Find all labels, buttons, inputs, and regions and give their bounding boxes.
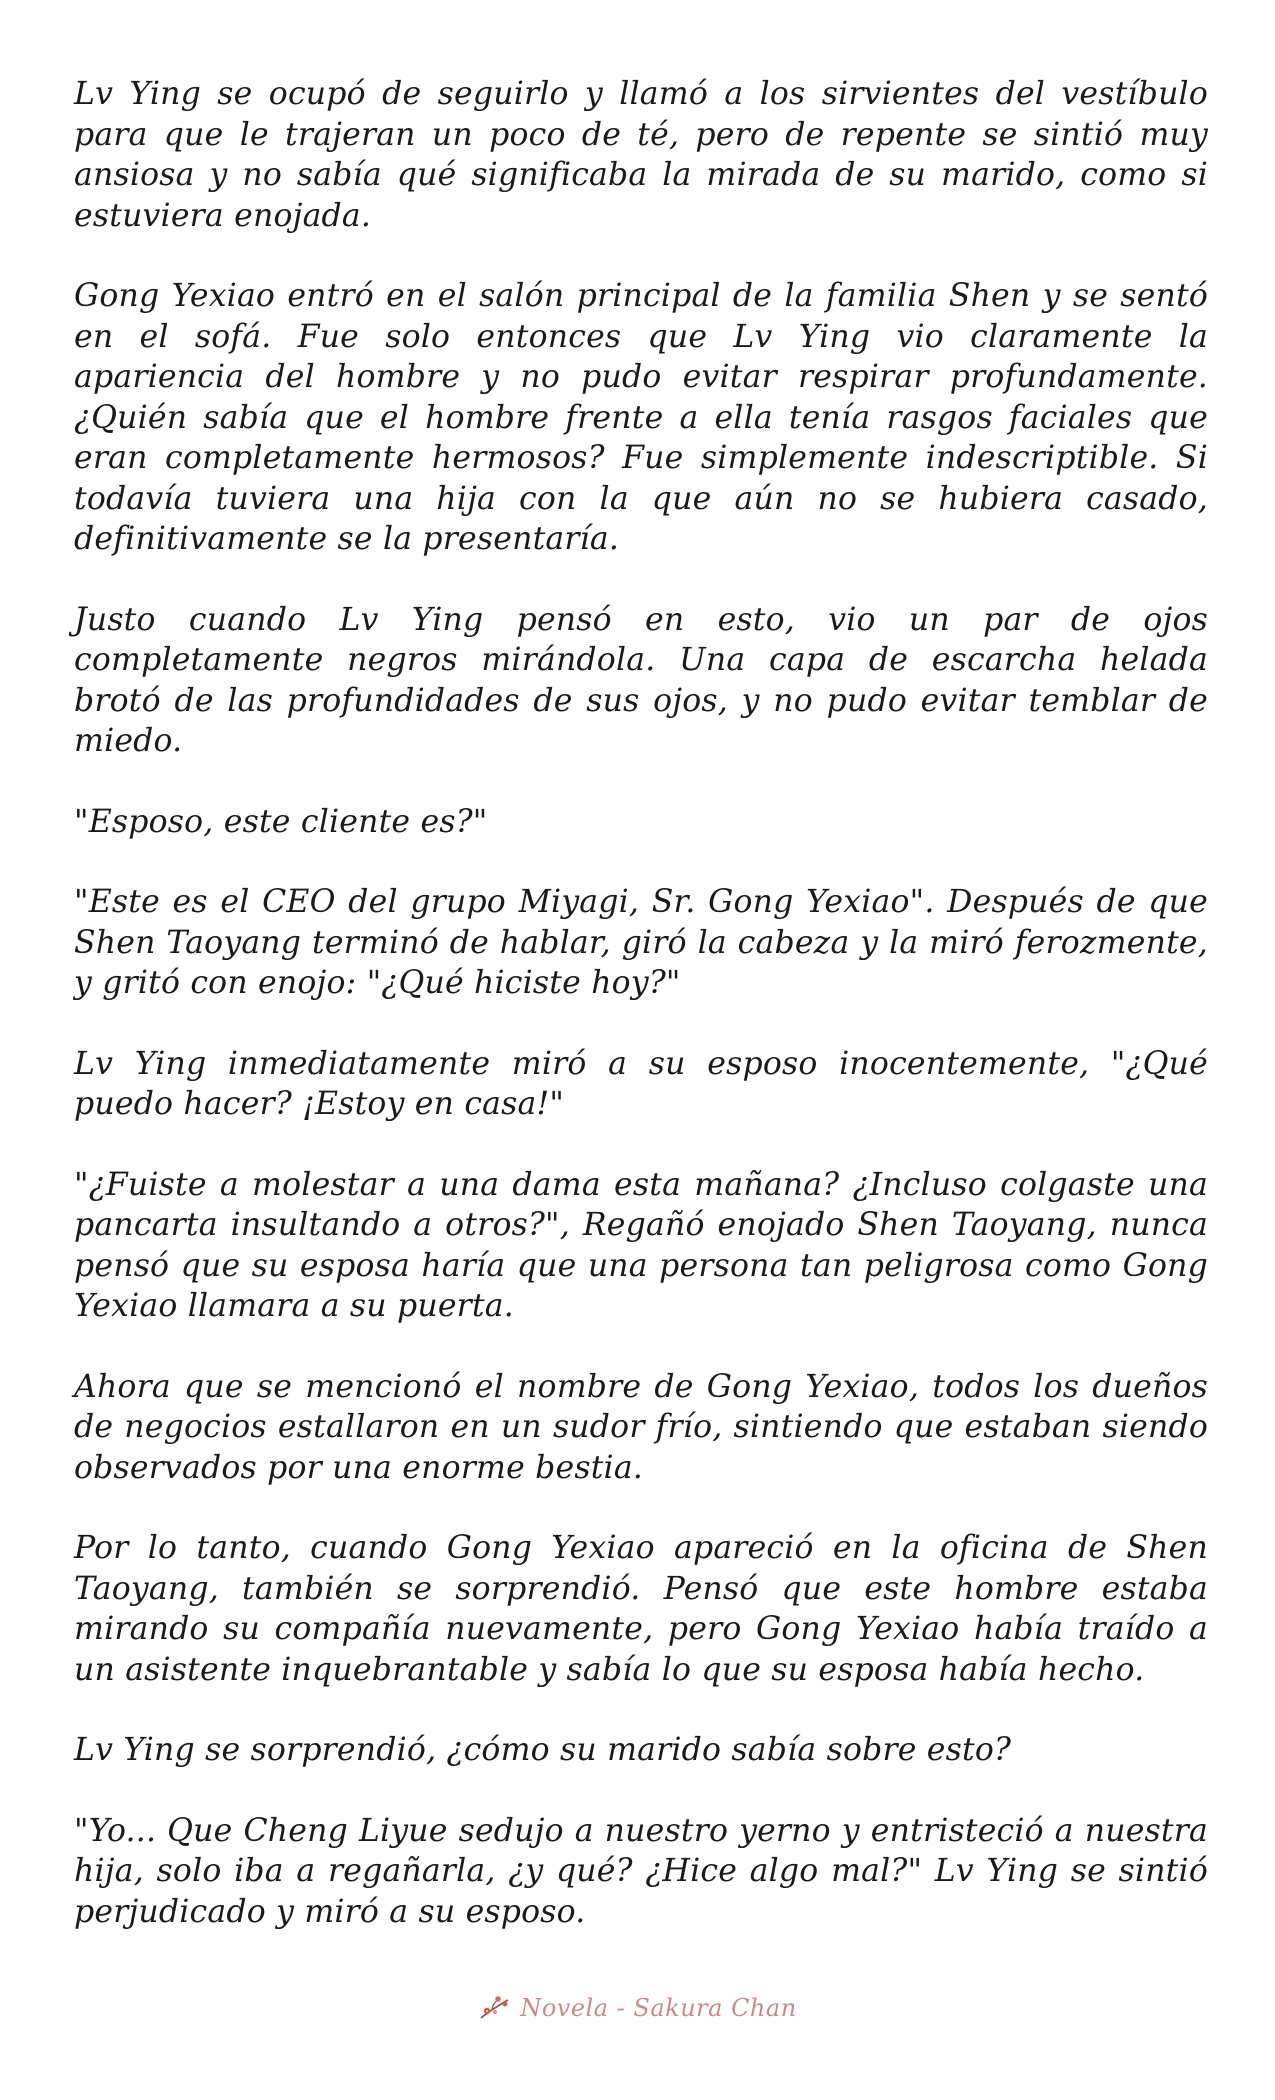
- watermark-text: Novela - Sakura Chan: [520, 1994, 797, 2022]
- watermark-footer: [0, 1994, 1275, 2034]
- paragraph: "Este es el CEO del grupo Miyagi, Sr. Gong Yexiao". Después de que Shen Taoyang terminó de hablar, giró la cabeza y la miró ferozmente, y gritó con enojo: "¿Qué hiciste hoy?": [74, 884, 1208, 1001]
- paragraph: Ahora que se mencionó el nombre de Gong Yexiao, todos los dueños de negocios estallaron en un sudor frío, sintiendo que estaban siendo observados por una enorme bestia.: [74, 1368, 1208, 1486]
- paragraph: Lv Ying se sorprendió, ¿cómo su marido sabía sobre esto?: [74, 1732, 1012, 1768]
- paragraph: "Yo... Que Cheng Liyue sedujo a nuestro yerno y entristeció a nuestra hija, solo iba a regañarla, ¿y qué? ¿Hice algo mal?" Lv Ying se sintió perjudicado y miró a su esposo.: [74, 1812, 1208, 1930]
- paragraph: Gong Yexiao entró en el salón principal de la familia Shen y se sentó en el sofá. Fue solo entonces que Lv Ying vio claramente la apariencia del hombre y no pudo evitar respirar profundamente. ¿Quién sabía que el hombre frente a ella tenía rasgos faciales que eran completamente hermosos? Fue simplemente indescriptible. Si todavía tuviera una hija con la que aún no se hubiera casado, definitivamente se la presentaría.: [74, 278, 1208, 557]
- paragraph: Por lo tanto, cuando Gong Yexiao apareció en la oficina de Shen Taoyang, también se sorprendió. Pensó que este hombre estaba mirando su compañía nuevamente, pero Gong Yexiao había traído a un asistente inquebrantable y sabía lo que su esposa había hecho.: [74, 1530, 1208, 1688]
- paragraph: "¿Fuiste a molestar a una dama esta mañana? ¿Incluso colgaste una pancarta insultando a otros?", Regañó enojado Shen Taoyang, nunca pensó que su esposa haría que una persona tan peligrosa como Gong Yexiao llamara a su puerta.: [74, 1166, 1208, 1324]
- paragraph: "Esposo, este cliente es?": [74, 803, 488, 840]
- document-body: [74, 74, 1208, 1972]
- paragraph: Lv Ying inmediatamente miró a su esposo inocentemente, "¿Qué puedo hacer? ¡Estoy en casa!": [74, 1045, 1208, 1122]
- sakura-branch-icon: [478, 1994, 512, 2022]
- paragraph: Justo cuando Lv Ying pensó en esto, vio un par de ojos completamente negros mirándola. Una capa de escarcha helada brotó de las profundidades de sus ojos, y no pudo evitar temblar de miedo.: [74, 601, 1208, 759]
- paragraph: Lv Ying se ocupó de seguirlo y llamó a los sirvientes del vestíbulo para que le trajeran un poco de té, pero de repente se sintió muy ansiosa y no sabía qué significaba la mirada de su marido, como si estuviera enojada.: [74, 76, 1208, 234]
